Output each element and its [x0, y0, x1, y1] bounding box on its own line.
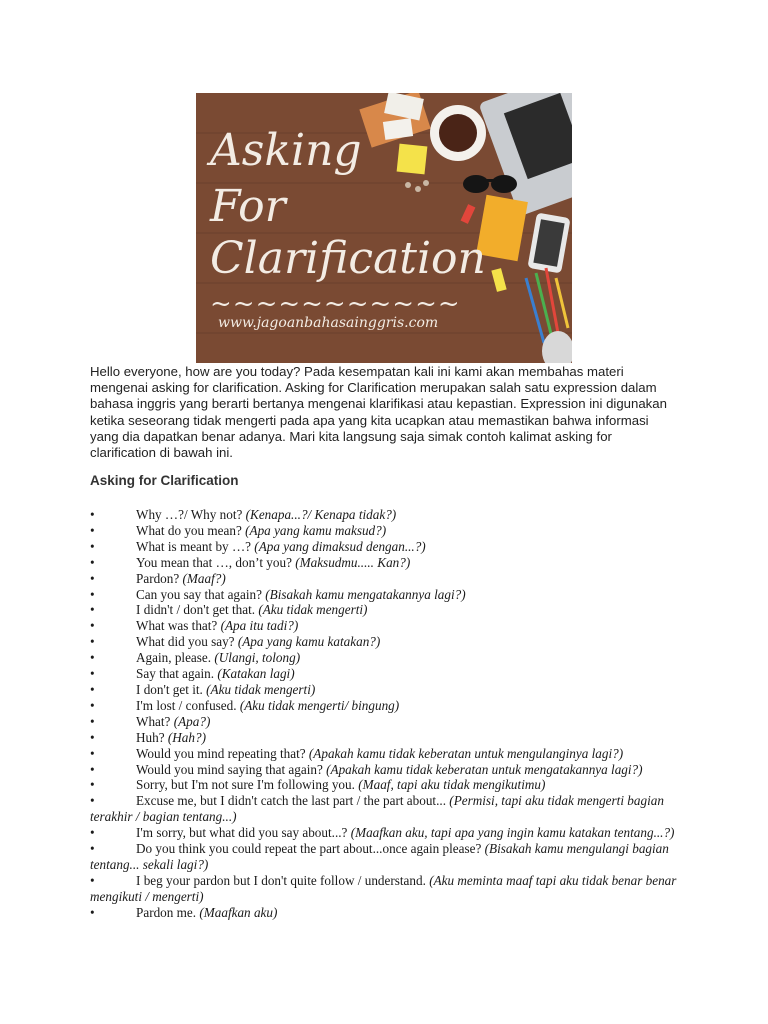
- phrase-translation: (Katakan lagi): [217, 666, 295, 682]
- phrase-english: You mean that …, don’t you?: [136, 554, 292, 570]
- section-heading: Asking for Clarification: [90, 473, 239, 488]
- phrase-translation: (Aku tidak mengerti): [206, 681, 316, 697]
- bullet-icon: •: [90, 507, 95, 522]
- phrase-translation: (Ulangi, tolong): [214, 650, 301, 666]
- intro-paragraph: Hello everyone, how are you today? Pada kesempatan kali ini kami akan membahas materi mengenai asking for clarification. Asking for Clarification merupakan salah satu expression dalam bahasa inggris yang berarti bertanya mengenai klarifikasi atau kepastian. Expression ini digunakan ketika seseorang tidak mengerti pada apa yang kita ucapkan atau memastikan bahwa informasi yang dia dapatkan benar adanya. Mari kita langsung saja simak contoh kalimat asking for clarification di bawah ini.: [90, 364, 667, 461]
- phrase-english: Say that again.: [136, 666, 215, 682]
- phrase-item: [90, 841, 686, 873]
- phrase-list: [90, 507, 686, 921]
- phrase-item: [90, 602, 686, 618]
- phrase-item: [90, 714, 686, 730]
- phrase-english: Pardon me.: [136, 904, 197, 920]
- hero-title-line-2: For: [210, 181, 286, 232]
- phrase-english: Would you mind repeating that?: [136, 745, 306, 761]
- bullet-icon: •: [90, 825, 95, 841]
- phrase-item: [90, 555, 686, 571]
- phrase-item: [90, 873, 686, 905]
- phrase-translation: (Maafkan aku): [199, 904, 278, 920]
- hero-image: [196, 93, 572, 363]
- phrase-english: Why …?/ Why not?: [136, 507, 243, 522]
- hero-title-line-3: Clarification: [210, 233, 486, 284]
- phrase-translation: (Bisakah kamu mengulangi bagian tentang... sekali lagi?): [90, 841, 669, 872]
- phrase-translation: (Apa yang kamu katakan?): [237, 634, 381, 650]
- phrase-translation: (Aku tidak mengerti): [258, 602, 368, 618]
- phrase-item: [90, 777, 686, 793]
- bullet-icon: •: [90, 681, 95, 697]
- phrase-item: [90, 618, 686, 634]
- bullet-icon: •: [90, 904, 95, 920]
- phrase-item: [90, 539, 686, 555]
- phrase-translation: (Apa?): [173, 713, 211, 729]
- phrase-english: What is meant by …?: [136, 538, 251, 554]
- phrase-english: What was that?: [136, 618, 218, 634]
- phrase-item: [90, 793, 686, 825]
- phrase-translation: (Apa itu tadi?): [220, 618, 299, 634]
- phrase-english: Huh?: [136, 729, 165, 745]
- phrase-english: Do you think you could repeat the part about...once again please?: [136, 841, 482, 857]
- bullet-icon: •: [90, 666, 95, 682]
- phrase-translation: (Aku meminta maaf tapi aku tidak benar benar mengikuti / mengerti): [90, 872, 677, 904]
- bullet-icon: •: [90, 793, 95, 809]
- sticky-note-icon: [397, 144, 428, 175]
- phrase-item: [90, 507, 686, 523]
- hero-tilde-line: ~~~~~~~~~~~: [210, 289, 461, 319]
- bullet-icon: •: [90, 761, 95, 777]
- sunglasses-icon: [463, 175, 517, 193]
- phrase-item: [90, 650, 686, 666]
- bullet-icon: •: [90, 650, 95, 666]
- hero-title-line-1: Asking: [210, 125, 362, 176]
- phrase-item: [90, 587, 686, 603]
- phrase-item: [90, 825, 686, 841]
- phrase-english: Can you say that again?: [136, 586, 262, 602]
- bullet-icon: •: [90, 586, 95, 602]
- bullet-icon: •: [90, 618, 95, 634]
- bullet-icon: •: [90, 697, 95, 713]
- phrase-translation: (Kenapa...?/ Kenapa tidak?): [245, 507, 397, 522]
- phrase-item: [90, 746, 686, 762]
- phrase-english: What?: [136, 713, 171, 729]
- phrase-item: [90, 571, 686, 587]
- phrase-translation: (Permisi, tapi aku tidak mengerti bagian terakhir / bagian tentang...): [90, 793, 664, 825]
- phrase-item: [90, 698, 686, 714]
- bullet-icon: •: [90, 554, 95, 570]
- phrase-item: [90, 634, 686, 650]
- phrase-english: Would you mind saying that again?: [136, 761, 323, 777]
- phrase-translation: (Aku tidak mengerti/ bingung): [239, 697, 400, 713]
- bullet-icon: •: [90, 634, 95, 650]
- bullet-icon: •: [90, 729, 95, 745]
- phrase-translation: (Maksudmu..... Kan?): [295, 554, 411, 570]
- phrase-translation: (Apa yang dimaksud dengan...?): [254, 538, 426, 554]
- phrase-translation: (Apa yang kamu maksud?): [245, 522, 387, 538]
- phrase-english: What do you mean?: [136, 522, 242, 538]
- bullet-icon: •: [90, 713, 95, 729]
- phrase-english: I'm sorry, but what did you say about...?: [136, 825, 348, 841]
- hero-website: www.jagoanbahasainggris.com: [218, 315, 439, 331]
- phrase-english: What did you say?: [136, 634, 235, 650]
- phrase-item: [90, 730, 686, 746]
- phrase-translation: (Bisakah kamu mengatakannya lagi?): [265, 586, 466, 602]
- bullet-icon: •: [90, 745, 95, 761]
- phrase-english: Again, please.: [136, 650, 212, 666]
- phrase-english: Sorry, but I'm not sure I'm following you.: [136, 777, 355, 793]
- bullet-icon: •: [90, 538, 95, 554]
- phrase-translation: (Hah?): [167, 729, 206, 745]
- phrase-item: [90, 762, 686, 778]
- bullet-icon: •: [90, 602, 95, 618]
- phrase-english: I beg your pardon but I don't quite follow / understand.: [136, 872, 426, 888]
- phrase-item: [90, 666, 686, 682]
- phrase-item: [90, 905, 686, 921]
- phrase-translation: (Maafkan aku, tapi apa yang ingin kamu katakan tentang...?): [350, 825, 675, 841]
- phrase-english: Pardon?: [136, 570, 180, 586]
- bullet-icon: •: [90, 841, 95, 857]
- phrase-translation: (Maaf?): [182, 570, 226, 586]
- bullet-icon: •: [90, 872, 95, 888]
- phrase-item: [90, 523, 686, 539]
- mouse-icon: [542, 331, 572, 363]
- phrase-english: Excuse me, but I didn't catch the last part / the part about...: [136, 793, 446, 809]
- bullet-icon: •: [90, 777, 95, 793]
- phrase-item: [90, 682, 686, 698]
- phrase-english: I'm lost / confused.: [136, 697, 237, 713]
- phrase-translation: (Apakah kamu tidak keberatan untuk mengatakannya lagi?): [326, 761, 643, 777]
- bullet-icon: •: [90, 522, 95, 538]
- bullet-icon: •: [90, 570, 95, 586]
- phrase-english: I didn't / don't get that.: [136, 602, 256, 618]
- phrase-english: I don't get it.: [136, 681, 203, 697]
- phrase-translation: (Apakah kamu tidak keberatan untuk mengulanginya lagi?): [308, 745, 624, 761]
- phrase-translation: (Maaf, tapi aku tidak mengikutimu): [358, 777, 546, 793]
